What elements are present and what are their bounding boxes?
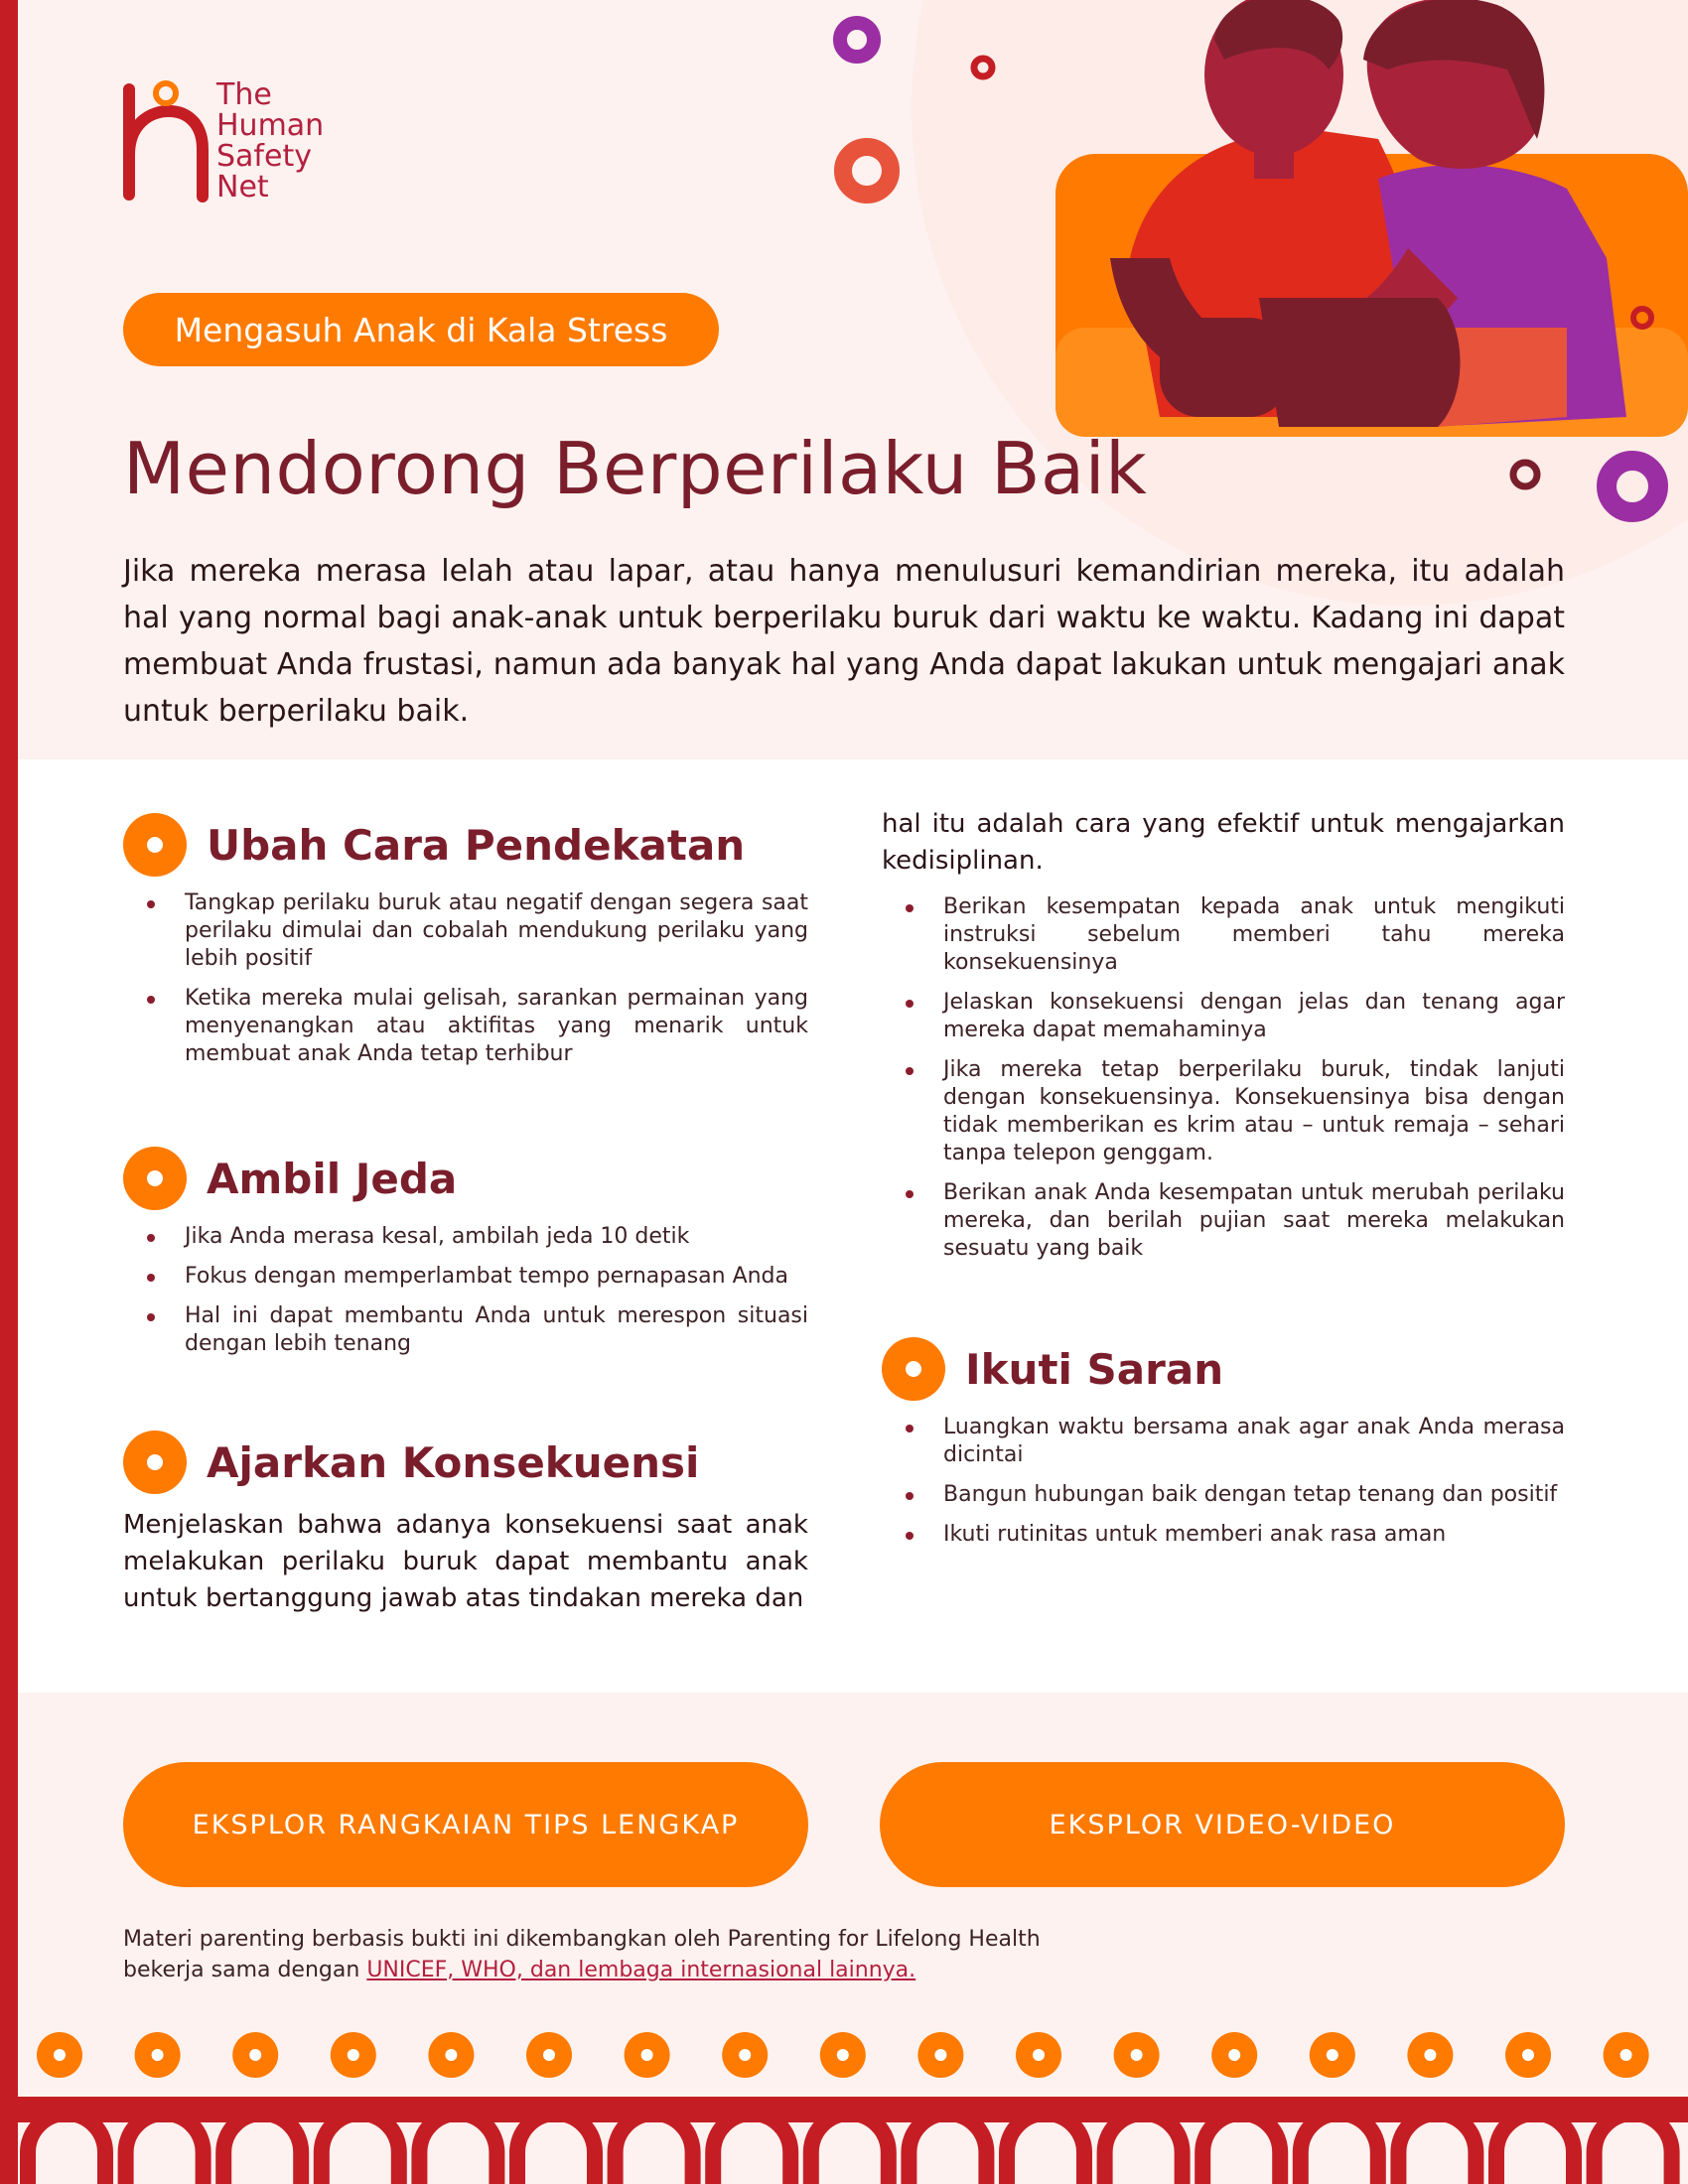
list-item: Berikan anak Anda kesempatan untuk merubah perilaku mereka, dan berilah pujian saat mereka melakukan sesuatu yang baik xyxy=(882,1179,1565,1263)
bullet-list xyxy=(123,889,808,1068)
section-title-ikuti-saran: Ikuti Saran xyxy=(965,1344,1224,1394)
left-column xyxy=(123,812,808,1617)
list-item: Berikan kesempatan kepada anak untuk mengikuti instruksi sebelum memberi tahu mereka konsekuensinya xyxy=(882,893,1565,977)
section-title-ajarkan-konsekuensi: Ajarkan Konsekuensi xyxy=(207,1437,700,1487)
footer-arch xyxy=(909,2114,986,2184)
footer-arch xyxy=(1398,2114,1476,2184)
brand-line: The xyxy=(216,77,272,112)
section-title-ambil-jeda: Ambil Jeda xyxy=(207,1154,458,1203)
footer-dot-center xyxy=(1228,2049,1240,2061)
explore-tips-button[interactable]: EKSPLOR RANGKAIAN TIPS LENGKAP xyxy=(123,1762,808,1887)
footer-dot-center xyxy=(543,2049,555,2061)
footer-arch xyxy=(28,2114,105,2184)
bullet-list xyxy=(882,1414,1565,1549)
bullet-list xyxy=(882,893,1565,1263)
page-title: Mendorong Berperilaku Baik xyxy=(123,427,1148,510)
footer-dot-center xyxy=(739,2049,751,2061)
list-item: Hal ini dapat membantu Anda untuk merespon situasi dengan lebih tenang xyxy=(123,1302,808,1358)
section-heading xyxy=(882,1336,1565,1402)
footer-dot-center xyxy=(1522,2049,1534,2061)
footer-dot-center xyxy=(1131,2049,1143,2061)
footer-arch xyxy=(1105,2114,1183,2184)
section-heading xyxy=(123,812,808,878)
footer-arch xyxy=(1007,2114,1084,2184)
footer-arch xyxy=(1496,2114,1574,2184)
footer-dot-center xyxy=(934,2049,946,2061)
section-paragraph: Menjelaskan bahwa adanya konsekuensi saat anak melakukan perilaku buruk dapat membantu anak untuk bertanggung jawab atas tindakan mereka dan xyxy=(123,1510,808,1613)
right-column xyxy=(882,809,1565,1561)
bullet-list xyxy=(123,1223,808,1358)
list-item: Bangun hubungan baik dengan tetap tenang dan positif xyxy=(882,1481,1565,1509)
footer-arch xyxy=(517,2114,595,2184)
credit-line: Materi parenting berbasis bukti ini dikembangkan oleh Parenting for Lifelong Health xyxy=(123,1927,1041,1952)
credit-prefix: bekerja sama dengan xyxy=(123,1958,367,1982)
list-item: Jika Anda merasa kesal, ambilah jeda 10 detik xyxy=(123,1223,808,1251)
footer-arch xyxy=(223,2114,301,2184)
section-circle-icon xyxy=(123,1431,187,1494)
footer-dot-center xyxy=(249,2049,261,2061)
logo-h-mark xyxy=(121,77,211,203)
credit-text xyxy=(123,1924,1315,1985)
footer-dot-center xyxy=(837,2049,849,2061)
list-item: Jelaskan konsekuensi dengan jelas dan tenang agar mereka dapat memahaminya xyxy=(882,989,1565,1044)
section-circle-icon xyxy=(123,813,187,877)
footer-arch xyxy=(1301,2114,1378,2184)
intro-paragraph: Jika mereka merasa lelah atau lapar, atau hanya menulusuri kemandirian mereka, itu adalah hal yang normal bagi anak-anak untuk berperilaku buruk dari waktu ke waktu. Kadang ini dapat membuat Anda frustasi, namun ada banyak hal yang Anda dapat lakukan untuk mengajari anak untuk berperilaku baik. xyxy=(123,554,1565,729)
list-item: Tangkap perilaku buruk atau negatif dengan segera saat perilaku dimulai dan cobalah mendukung perilaku yang lebih positif xyxy=(123,889,808,973)
section-circle-icon xyxy=(882,1337,945,1401)
list-item: Jika mereka tetap berperilaku buruk, tindak lanjuti dengan konsekuensinya. Konsekuensinya bisa dengan tidak memberikan es krim atau – untuk remaja – sehari tanpa telepon genggam. xyxy=(882,1056,1565,1167)
list-item: Ketika mereka mulai gelisah, sarankan permainan yang menyenangkan atau aktifitas yang menarik untuk membuat anak Anda tetap terhibur xyxy=(123,985,808,1068)
partners-link[interactable]: UNICEF, WHO, dan lembaga internasional lainnya. xyxy=(366,1958,916,1982)
section-title-ubah-cara-pendekatan: Ubah Cara Pendekatan xyxy=(207,820,746,870)
footer-dot-center xyxy=(348,2049,359,2061)
section-heading xyxy=(123,1430,808,1495)
brand-line: Human xyxy=(216,108,325,143)
list-item: Luangkan waktu bersama anak agar anak Anda merasa dicintai xyxy=(882,1414,1565,1469)
list-item: Fokus dengan memperlambat tempo pernapasan Anda xyxy=(123,1263,808,1291)
series-pill: Mengasuh Anak di Kala Stress xyxy=(123,293,719,366)
explore-videos-button[interactable]: EKSPLOR VIDEO-VIDEO xyxy=(880,1762,1565,1887)
left-accent-bar xyxy=(0,0,18,2184)
footer-arch xyxy=(1202,2114,1280,2184)
section-heading xyxy=(123,1146,808,1211)
footer-arch xyxy=(419,2114,496,2184)
section-circle-icon xyxy=(123,1147,187,1210)
footer-dot-icons xyxy=(37,2032,1649,2078)
footer-dot-center xyxy=(1033,2049,1045,2061)
footer-arch xyxy=(322,2114,399,2184)
brand-line: Safety xyxy=(216,139,312,174)
list-item: Ikuti rutinitas untuk memberi anak rasa aman xyxy=(882,1521,1565,1549)
footer-pattern xyxy=(18,2025,1688,2184)
footer-dot-center xyxy=(641,2049,653,2061)
section-paragraph-continued: hal itu adalah cara yang efektif untuk mengajarkan kedisiplinan. xyxy=(882,809,1565,876)
footer-arch-pattern xyxy=(18,2097,1688,2184)
footer-arch xyxy=(1595,2114,1672,2184)
footer-dot-center xyxy=(1327,2049,1338,2061)
footer-arch xyxy=(616,2114,693,2184)
footer-arch xyxy=(811,2114,889,2184)
footer-dot-center xyxy=(445,2049,457,2061)
footer-dot-center xyxy=(1620,2049,1632,2061)
footer-dot-center xyxy=(152,2049,164,2061)
footer-dot-center xyxy=(1424,2049,1436,2061)
footer-arch xyxy=(713,2114,790,2184)
brand-line: Net xyxy=(216,170,269,205)
footer-arch xyxy=(126,2114,204,2184)
brand-wordmark xyxy=(216,79,435,203)
footer-dot-center xyxy=(54,2049,66,2061)
credit-line xyxy=(123,1955,1315,1985)
